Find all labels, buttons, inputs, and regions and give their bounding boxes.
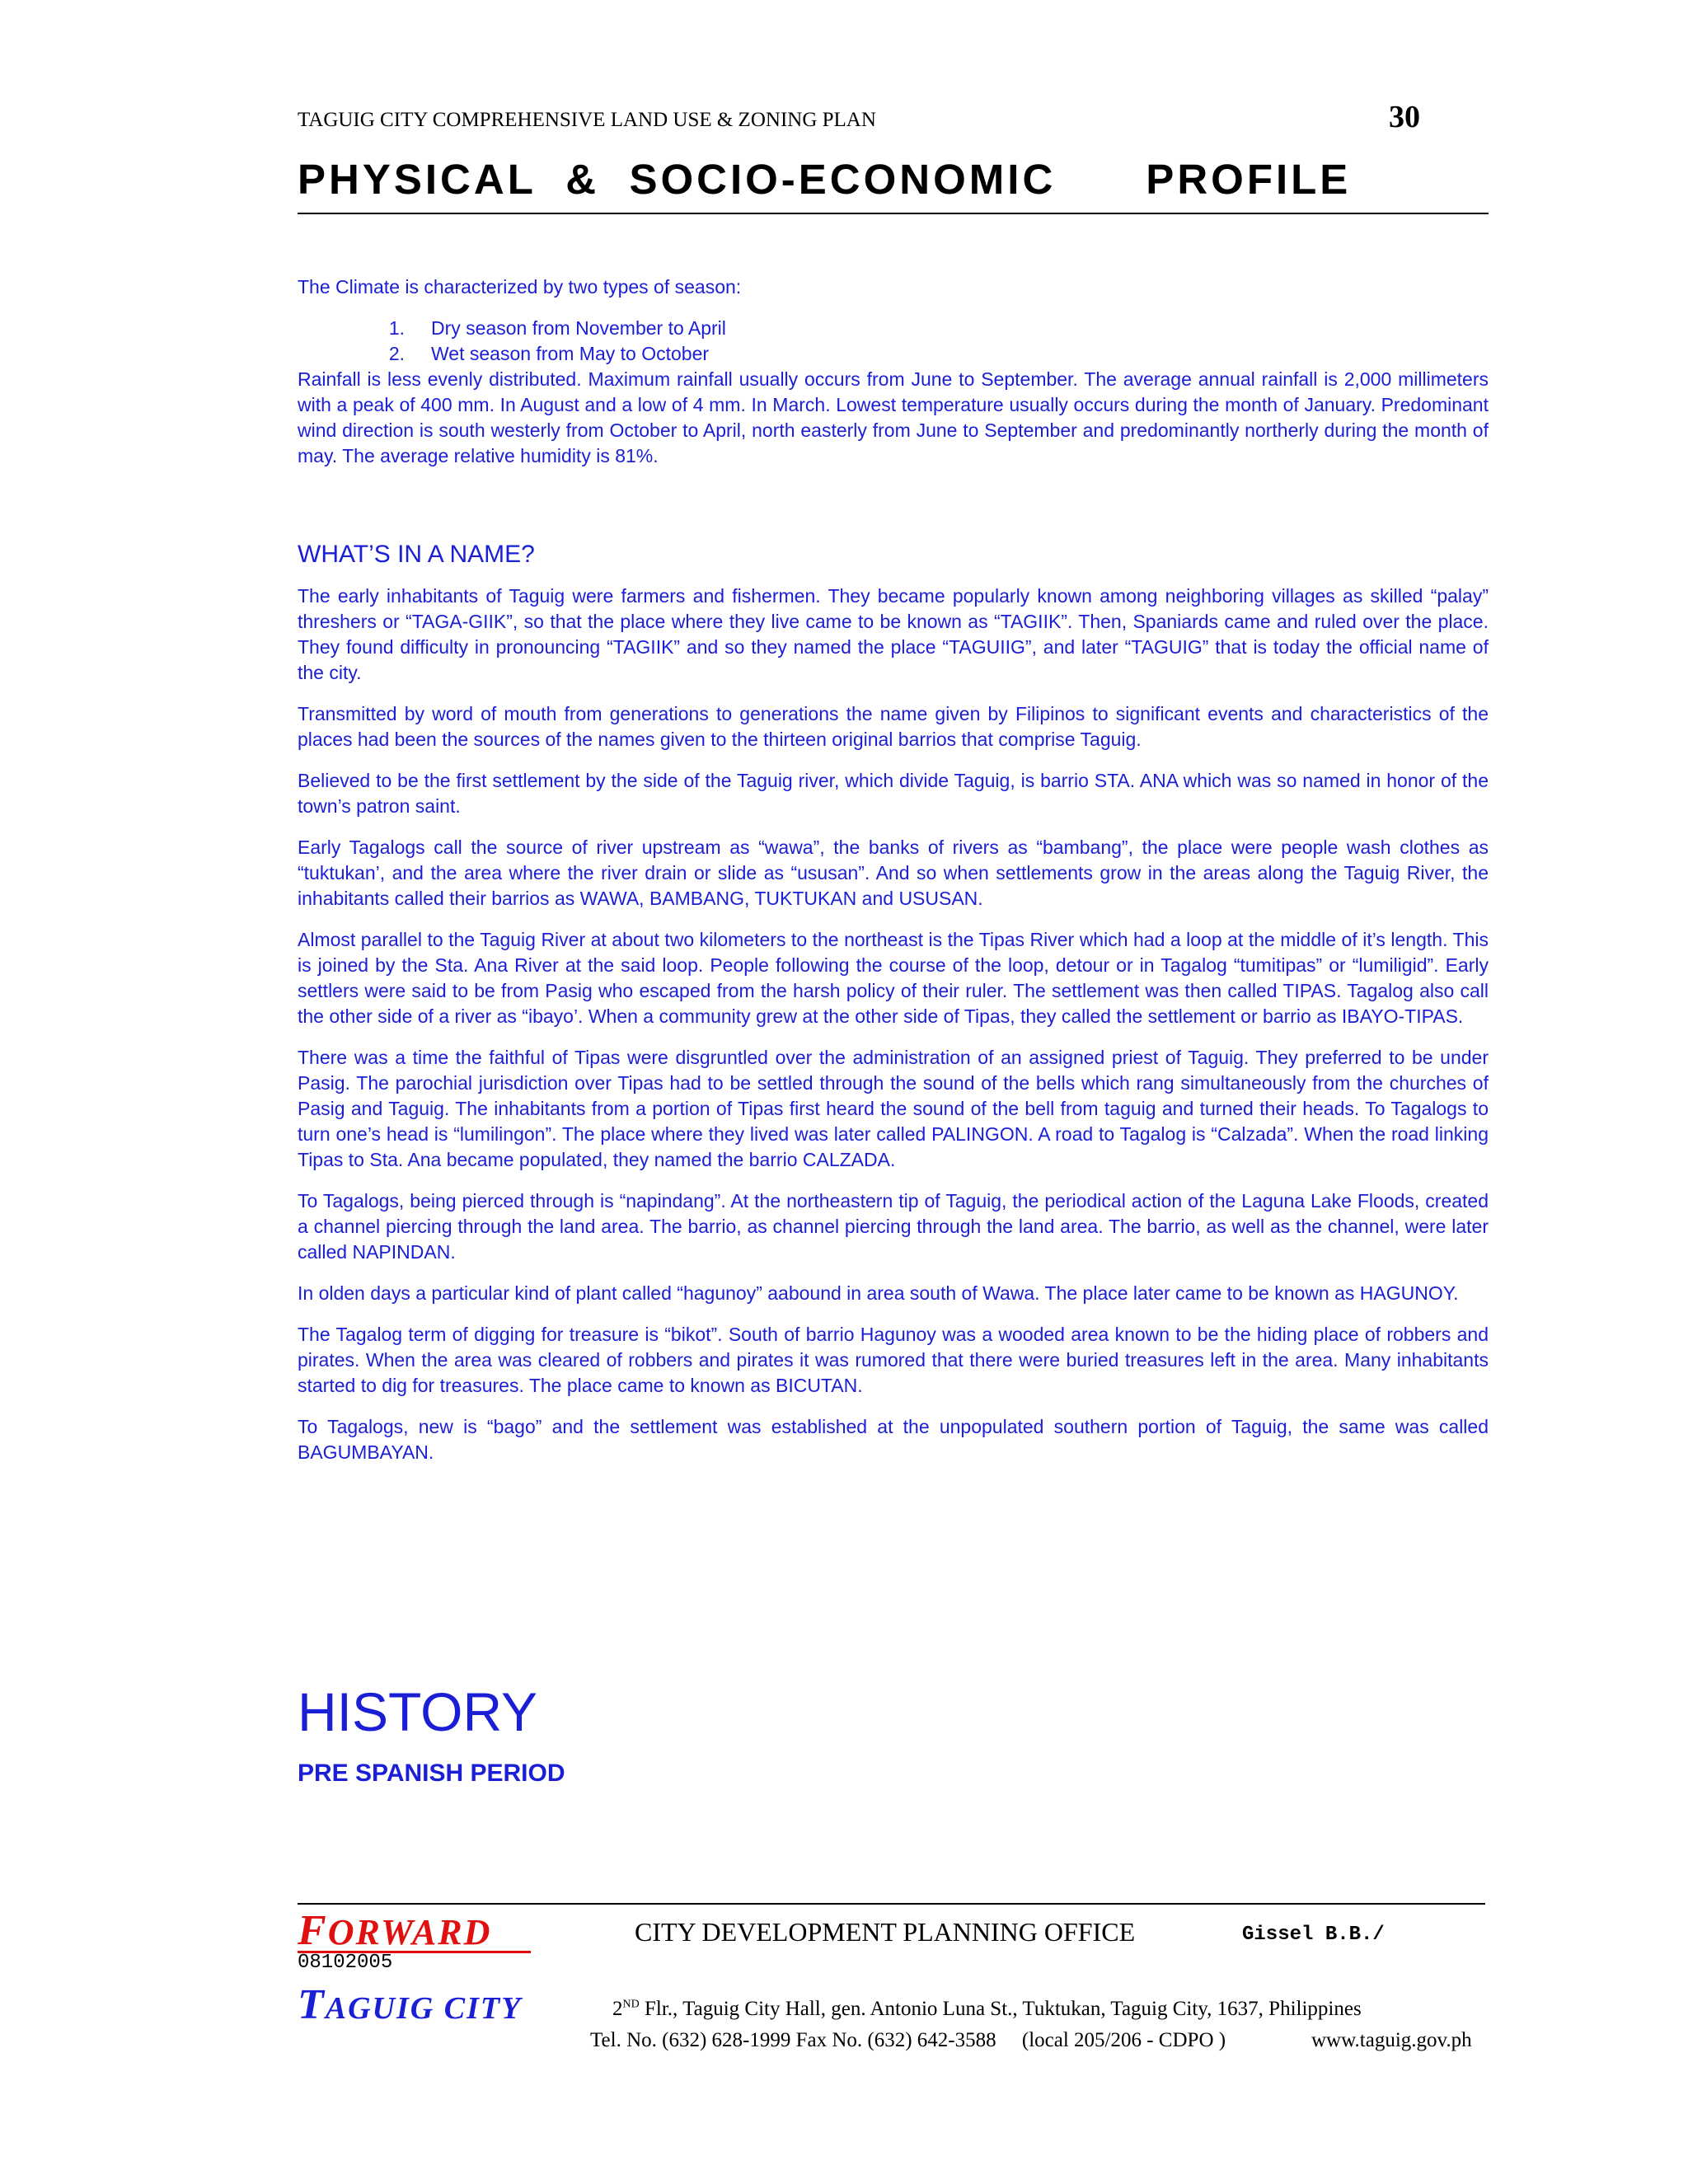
climate-intro: The Climate is characterized by two types of season: (298, 276, 742, 298)
address-superscript: ND (622, 1998, 640, 2011)
paragraph: The early inhabitants of Taguig were farmers and fishermen. They became popularly known among neighboring villages as skilled “palay” threshers or “TAGA-GIIK”, so that the place where they live came to be known as “TAGIIK”. Then, Spaniards came and ruled over the place. They found difficulty in pronouncing “TAGIIK” and so they named the place “TAGUIIG”, and later “TAGUIG” that is today the official name of the city. (298, 585, 1489, 683)
footer-divider (298, 1903, 1485, 1905)
address-floor: 2 (612, 1998, 623, 2020)
forward-initial: F (298, 1907, 328, 1954)
paragraph: Believed to be the first settlement by the side of the Taguig river, which divide Taguig, is barrio STA. ANA which was so named in honor of the town’s patron saint. (298, 770, 1489, 817)
signature-initials: Gissel B.B./ (1242, 1924, 1385, 1946)
page-title: PHYSICAL & SOCIO-ECONOMIC PROFILE (298, 156, 1352, 203)
taguig-city-logo (298, 1980, 522, 2029)
address-text: Flr., Taguig City Hall, gen. Antonio Luna St., Tuktukan, Taguig City, 1637, Philippines (639, 1998, 1362, 2020)
season-list (298, 316, 1489, 367)
list-item (298, 316, 1489, 341)
paragraph: The Tagalog term of digging for treasure is “bikot”. South of barrio Hagunoy was a wooded area known to be the hiding place of robbers and pirates. When the area was cleared of robbers and pirates it was rumored that there were buried treasures left in the area. Many inhabitants started to dig for treasures. The place came to known as BICUTAN. (298, 1324, 1489, 1396)
paragraph: Almost parallel to the Taguig River at about two kilometers to the northeast is the Tipas River which had a loop at the middle of it’s length. This is joined by the Sta. Ana River at the said loop. People following the course of the loop, detour or in Tagalog “tumitipas” or “lumiligid”. Early settlers were said to be from Pasig who escaped from the harsh policy of their ruler. The settlement was then called TIPAS. Tagalog also call the other side of a river as “ibayo’. When a community grew at the other side of Tipas, they called the settlement or barrio as IBAYO-TIPAS. (298, 929, 1489, 1027)
paragraph: Transmitted by word of mouth from generations to generations the name given by Filipinos to significant events and characteristics of the places had been the sources of the names given to the thirteen original barrios that comprise Taguig. (298, 703, 1489, 750)
forward-text: ORWARD (327, 1912, 492, 1952)
contact-numbers: Tel. No. (632) 628-1999 Fax No. (632) 642-3588 (local 205/206 - CDPO ) (590, 2029, 1226, 2051)
website-link[interactable]: www.taguig.gov.ph (1311, 2029, 1472, 2051)
forward-logo (298, 1907, 531, 1954)
history-heading: HISTORY (298, 1681, 537, 1742)
office-name: CITY DEVELOPMENT PLANNING OFFICE (635, 1917, 1136, 1947)
paragraph: Early Tagalogs call the source of river upstream as “wawa”, the banks of rivers as “bambang”, the place were people wash clothes as “tuktukan’, and the area where the river drain or slide as “ususan”. And so when settlements grow in the areas along the Taguig River, the inhabitants called their barrios as WAWA, BAMBANG, TUKTUKAN and USUSAN. (298, 837, 1489, 909)
section-title-name: WHAT’S IN A NAME? (298, 541, 535, 568)
paragraph: There was a time the faithful of Tipas were disgruntled over the administration of an assigned priest of Taguig. They preferred to be under Pasig. The parochial jurisdiction over Tipas had to be settled through the sound of the bells which rang simultaneously from the churches of Pasig and Taguig. The inhabitants from a portion of Tipas first heard the sound of the bell from taguig and turned their heads. To Tagalogs to turn one’s head is “lumilingon”. The place where they lived was later called PALINGON. A road to Tagalog is “Calzada”. When the road linking Tipas to Sta. Ana became populated, they named the barrio CALZADA. (298, 1047, 1489, 1170)
list-item-number: 1. (388, 317, 405, 339)
list-item-text: Dry season from November to April (431, 317, 726, 339)
taguig-text: AGUIG CITY (325, 1991, 523, 2026)
page-number: 30 (1389, 100, 1420, 134)
climate-rainfall-paragraph: Rainfall is less evenly distributed. Maximum rainfall usually occurs from June to September. The average annual rainfall is 2,000 millimeters with a peak of 400 mm. In August and a low of 4 mm. In March. Lowest temperature usually occurs during the month of January. Predominant wind direction is south westerly from October to April, north easterly from June to September and predominantly northerly during the month of may. The average relative humidity is 81%. (298, 368, 1489, 466)
paragraph: To Tagalogs, new is “bago” and the settlement was established at the unpopulated southern portion of Taguig, the same was called BAGUMBAYAN. (298, 1416, 1489, 1463)
list-item-text: Wet season from May to October (431, 343, 710, 364)
paragraph: In olden days a particular kind of plant called “hagunoy” aabound in area south of Wawa. The place later came to be known as HAGUNOY. (298, 1282, 1459, 1304)
document-code: 08102005 (298, 1952, 393, 1974)
office-address (612, 1998, 1362, 2021)
document-header-line: TAGUIG CITY COMPREHENSIVE LAND USE & ZONING PLAN (298, 109, 876, 131)
main-content (298, 274, 1489, 1481)
list-item-number: 2. (388, 343, 405, 364)
list-item (298, 341, 1489, 367)
pre-spanish-subheading: PRE SPANISH PERIOD (298, 1760, 565, 1787)
paragraph: To Tagalogs, being pierced through is “napindang”. At the northeastern tip of Taguig, the periodical action of the Laguna Lake Floods, created a channel piercing through the land area. The barrio, as channel piercing through the land area. The barrio, as well as the channel, were later called NAPINDAN. (298, 1190, 1489, 1263)
header-divider (298, 213, 1489, 214)
taguig-initial: T (298, 1981, 326, 2028)
